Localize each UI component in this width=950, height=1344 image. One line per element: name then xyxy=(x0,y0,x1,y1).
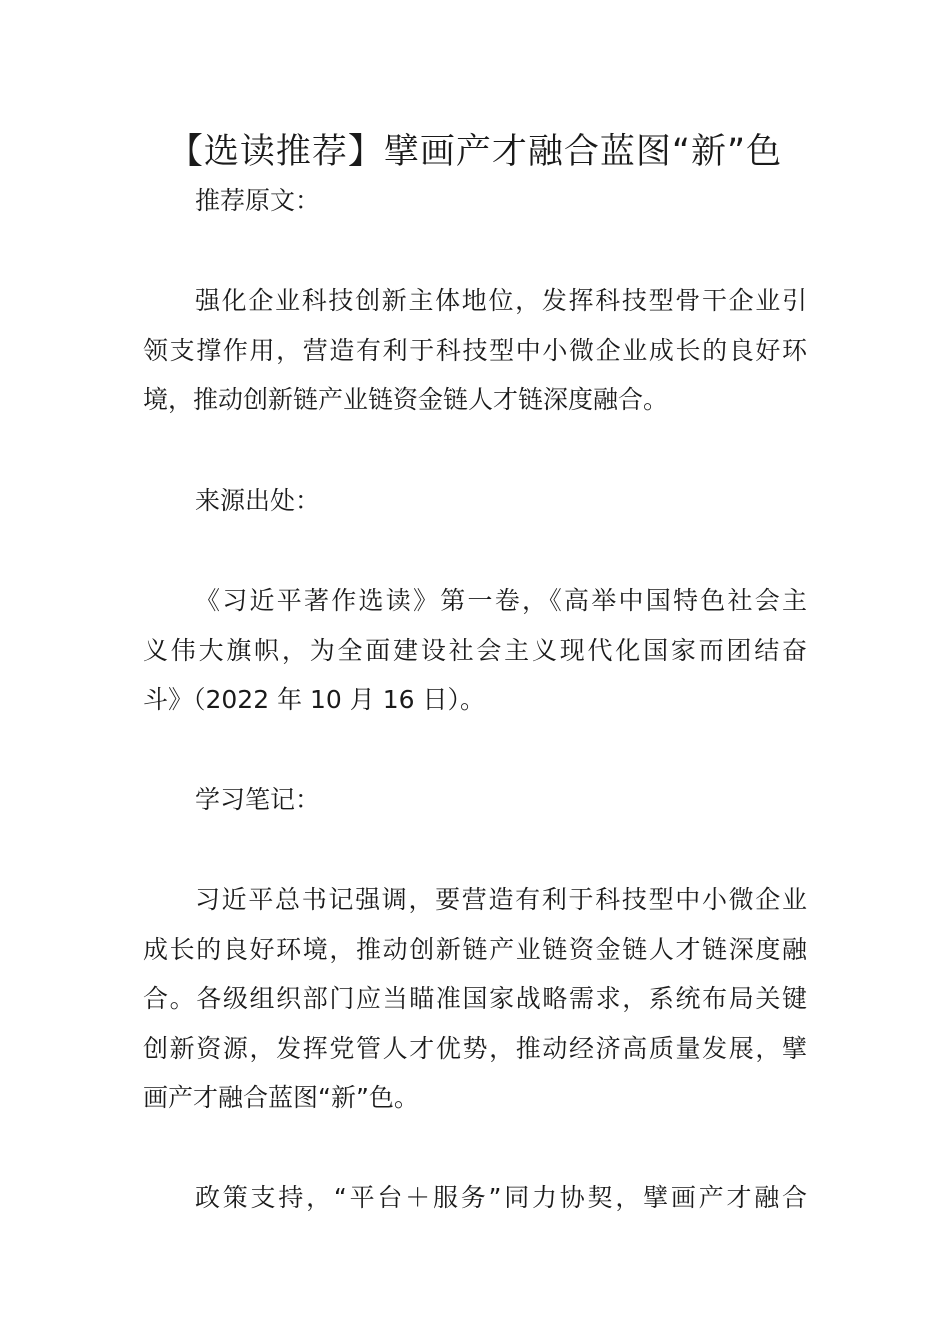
document-title: 【选读推荐】擘画产才融合蓝图“新”色 xyxy=(167,132,783,172)
section-heading-study-notes: 学习笔记： xyxy=(195,785,321,814)
paragraph-line: 强化企业科技创新主体地位，发挥科技型骨干企业引 xyxy=(195,286,807,315)
section-heading-source: 来源出处： xyxy=(195,486,321,515)
paragraph-source xyxy=(143,576,807,725)
paragraph-line: 斗》（2022 年 10 月 16 日）。 xyxy=(143,685,485,714)
paragraph-line: 画产才融合蓝图“新”色。 xyxy=(143,1083,419,1112)
paragraph-study-notes xyxy=(143,875,807,1123)
paragraph-line: 《习近平著作选读》第一卷，《高举中国特色社会主 xyxy=(195,586,807,615)
paragraph-line: 义伟大旗帜，为全面建设社会主义现代化国家而团结奋 xyxy=(143,635,807,665)
paragraph-line: 领支撑作用，营造有利于科技型中小微企业成长的良好环 xyxy=(143,335,807,365)
paragraph-line: 习近平总书记强调，要营造有利于科技型中小微企业 xyxy=(195,885,807,914)
paragraph-line: 政策支持，“平台＋服务”同力协契，擘画产才融合 xyxy=(195,1183,807,1212)
paragraph-line: 成长的良好环境，推动创新链产业链资金链人才链深度融 xyxy=(143,934,807,964)
paragraph-line: 合。各级组织部门应当瞄准国家战略需求，系统布局关键 xyxy=(143,984,807,1013)
paragraph-line: 境，推动创新链产业链资金链人才链深度融合。 xyxy=(143,385,669,414)
paragraph-recommended-text xyxy=(143,276,807,425)
section-heading-recommended-text: 推荐原文： xyxy=(195,186,321,215)
paragraph-policy-support xyxy=(143,1173,807,1223)
paragraph-line: 创新资源，发挥党管人才优势，推动经济高质量发展，擘 xyxy=(143,1033,807,1063)
